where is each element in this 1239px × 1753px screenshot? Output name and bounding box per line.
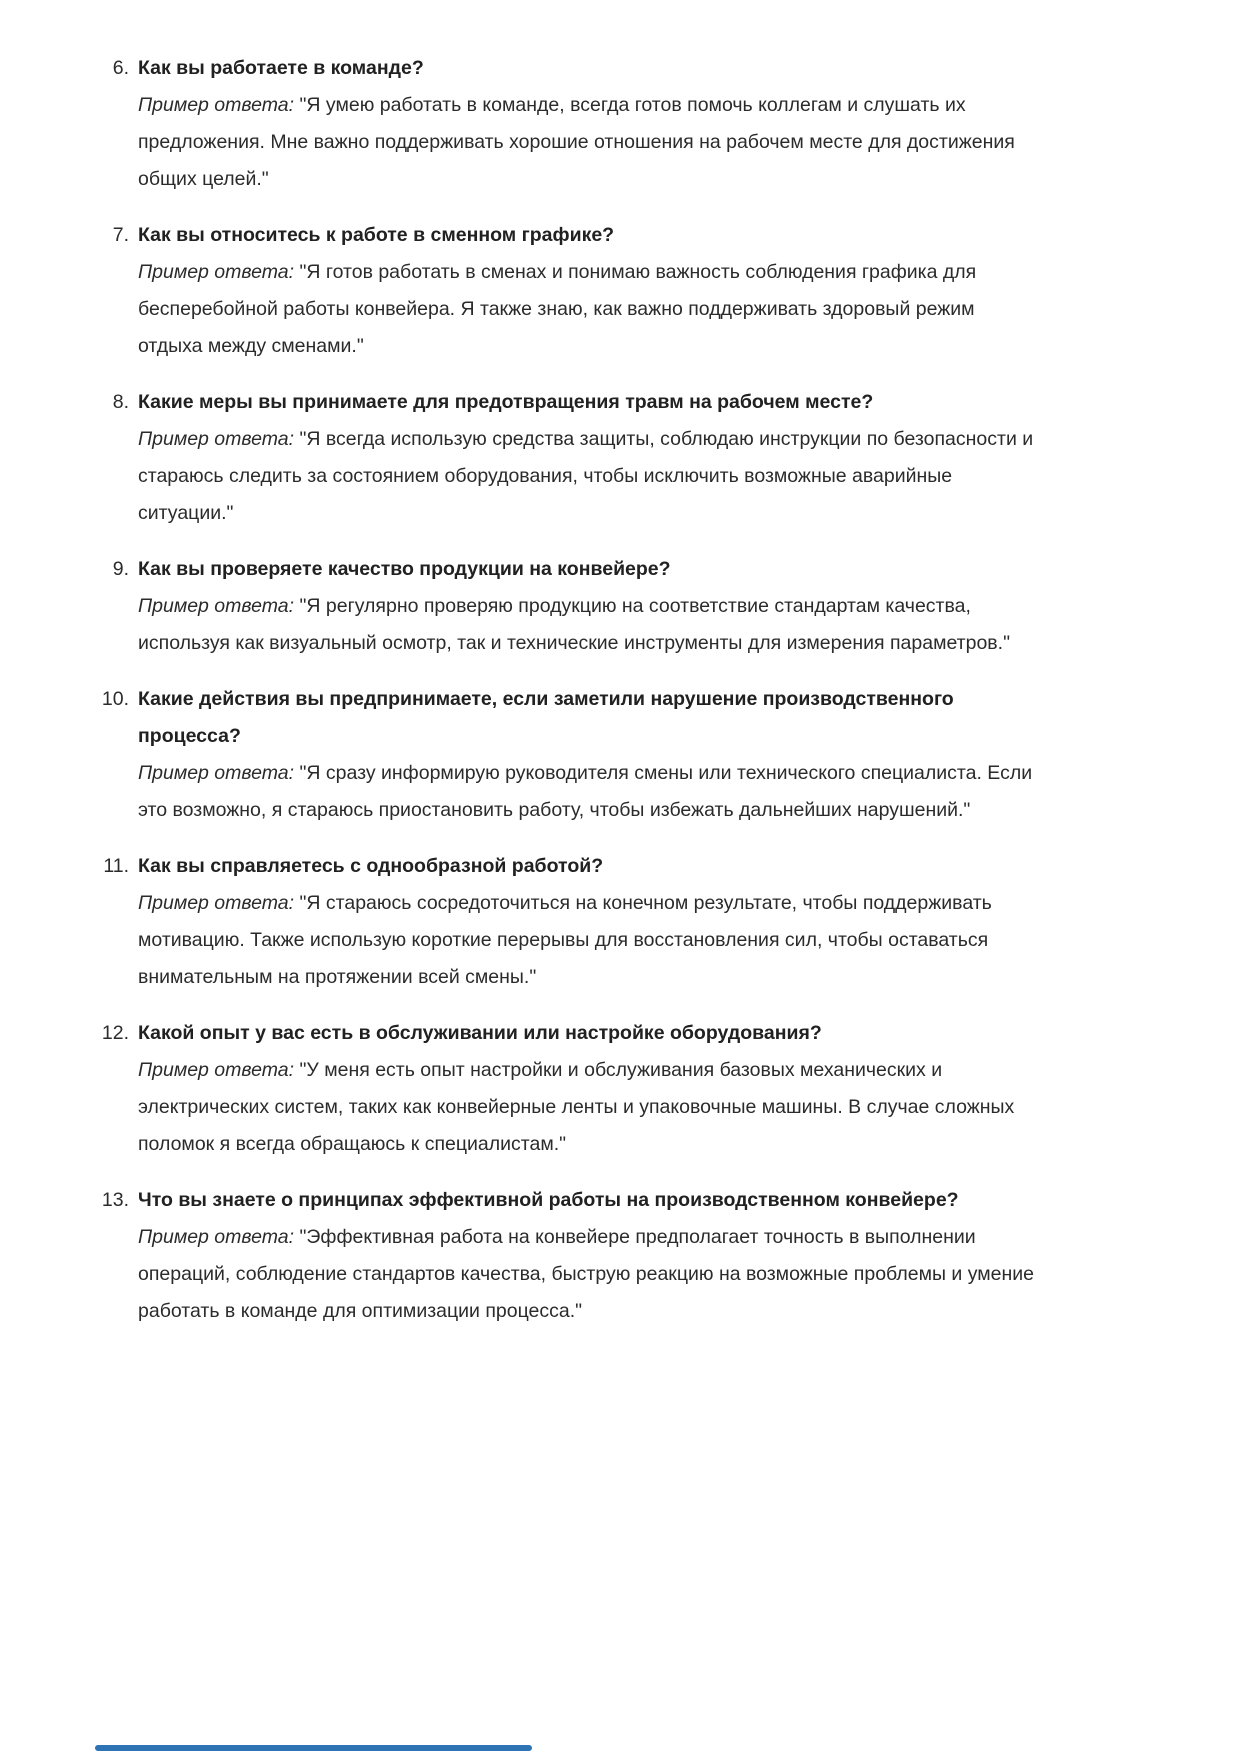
question-item <box>99 384 1049 532</box>
question-item <box>99 848 1049 996</box>
answer-label: Пример ответа: <box>138 762 295 784</box>
item-number: 10. <box>101 688 129 710</box>
item-body <box>138 1015 1043 1163</box>
answer-text: "Я готов работать в сменах и понимаю важность соблюдения графика для бесперебойной работы конвейера. Я также знаю, как важно поддерживать здоровый режим отдыха между сменами." <box>138 261 977 357</box>
item-number: 12. <box>101 1022 129 1044</box>
item-number: 6. <box>112 57 129 79</box>
answer-label: Пример ответа: <box>138 892 295 914</box>
question-item <box>99 1182 1049 1330</box>
answer-text: "Я умею работать в команде, всегда готов помочь коллегам и слушать их предложения. Мне важно поддерживать хорошие отношения на рабочем месте для достижения общих целей." <box>138 94 1015 190</box>
item-body <box>138 681 1043 829</box>
question-item <box>99 551 1049 662</box>
answer-paragraph <box>138 421 1043 532</box>
answer-paragraph <box>138 588 1043 662</box>
answer-paragraph <box>138 1052 1043 1163</box>
answer-paragraph <box>138 755 1043 829</box>
item-body <box>138 384 1043 532</box>
answer-text: "У меня есть опыт настройки и обслуживания базовых механических и электрических систем, таких как конвейерные ленты и упаковочные машины. В случае сложных поломок я всегда обращаюсь к специалистам." <box>138 1059 1015 1155</box>
answer-paragraph <box>138 87 1043 198</box>
question-text: Как вы работаете в команде? <box>138 57 424 79</box>
item-body <box>138 217 1043 365</box>
answer-paragraph <box>138 1219 1043 1330</box>
question-item <box>99 1015 1049 1163</box>
question-item <box>99 50 1049 198</box>
question-item <box>99 217 1049 365</box>
question-item <box>99 681 1049 829</box>
question-text: Какой опыт у вас есть в обслуживании или настройке оборудования? <box>138 1022 822 1044</box>
answer-text: "Я стараюсь сосредоточиться на конечном результате, чтобы поддерживать мотивацию. Также использую короткие перерывы для восстановления сил, чтобы оставаться внимательным на протяжении всей смены." <box>138 892 992 988</box>
answer-label: Пример ответа: <box>138 428 295 450</box>
question-text: Что вы знаете о принципах эффективной работы на производственном конвейере? <box>138 1189 959 1211</box>
answer-text: "Я всегда использую средства защиты, соблюдаю инструкции по безопасности и стараюсь следить за состоянием оборудования, чтобы исключить возможные аварийные ситуации." <box>138 428 1034 524</box>
answer-text: "Эффективная работа на конвейере предполагает точность в выполнении операций, соблюдение стандартов качества, быструю реакцию на возможные проблемы и умение работать в команде для оптимизации процесса." <box>138 1226 1035 1322</box>
item-body <box>138 50 1043 198</box>
answer-text: "Я регулярно проверяю продукцию на соответствие стандартам качества, используя как визуальный осмотр, так и технические инструменты для измерения параметров." <box>138 595 1010 654</box>
question-text: Как вы проверяете качество продукции на конвейере? <box>138 558 671 580</box>
answer-paragraph <box>138 254 1043 365</box>
item-number: 7. <box>112 224 129 246</box>
item-body <box>138 848 1043 996</box>
answer-label: Пример ответа: <box>138 1226 295 1248</box>
next-page-divider <box>95 1745 532 1751</box>
question-text: Как вы справляетесь с однообразной работой? <box>138 855 604 877</box>
item-number: 9. <box>112 558 129 580</box>
item-number: 11. <box>103 855 129 877</box>
answer-label: Пример ответа: <box>138 261 295 283</box>
answer-label: Пример ответа: <box>138 94 295 116</box>
question-text: Какие действия вы предпринимаете, если заметили нарушение производственного процесса? <box>138 688 954 747</box>
question-text: Какие меры вы принимаете для предотвращения травм на рабочем месте? <box>138 391 874 413</box>
answer-label: Пример ответа: <box>138 595 295 617</box>
question-list <box>99 50 1049 1349</box>
answer-paragraph <box>138 885 1043 996</box>
item-number: 8. <box>112 391 129 413</box>
item-body <box>138 551 1043 662</box>
item-body <box>138 1182 1043 1330</box>
answer-label: Пример ответа: <box>138 1059 295 1081</box>
question-text: Как вы относитесь к работе в сменном графике? <box>138 224 615 246</box>
item-number: 13. <box>101 1189 129 1211</box>
answer-text: "Я сразу информирую руководителя смены или технического специалиста. Если это возможно, я стараюсь приостановить работу, чтобы избежать дальнейших нарушений." <box>138 762 1033 821</box>
